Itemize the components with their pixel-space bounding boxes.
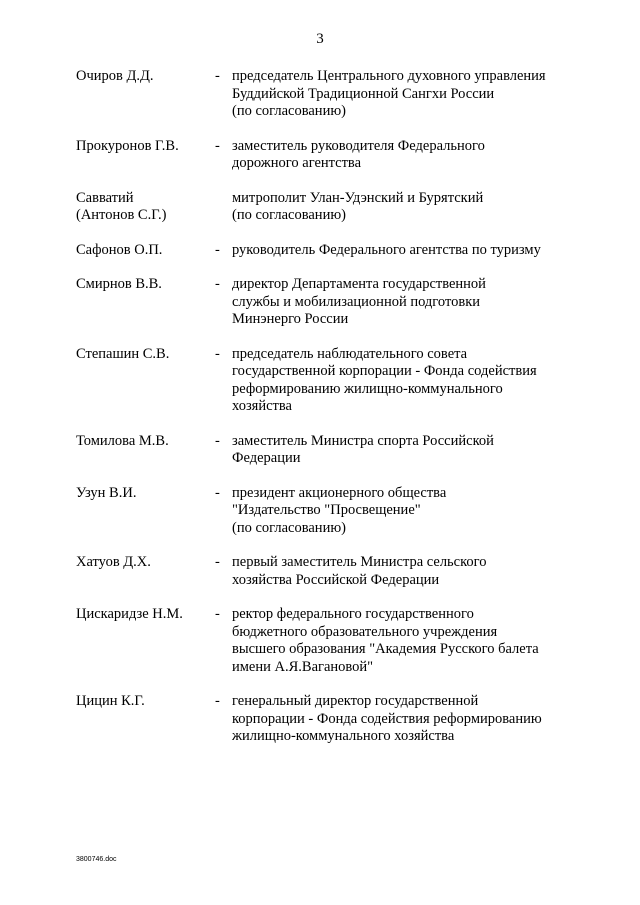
member-position: первый заместитель Министра сельского хозяйства Российской Федерации bbox=[232, 554, 487, 588]
page-number: 3 bbox=[316, 31, 324, 47]
member-entry bbox=[76, 138, 576, 173]
document-code: 3800746.doc bbox=[76, 856, 117, 863]
member-dash: - bbox=[215, 241, 220, 258]
member-name: Очиров Д.Д. bbox=[76, 68, 154, 84]
member-name: Цискаридзе Н.М. bbox=[76, 606, 183, 622]
member-dash: - bbox=[215, 345, 220, 362]
member-entry bbox=[76, 693, 576, 746]
member-position: генеральный директор государственной корпорации - Фонда содействия реформированию жилищно-коммунального хозяйства bbox=[232, 693, 542, 744]
member-entry bbox=[76, 554, 576, 589]
member-position: руководитель Федерального агентства по туризму bbox=[232, 241, 541, 258]
member-entry bbox=[76, 433, 576, 468]
member-name: Томилова М.В. bbox=[76, 432, 169, 449]
member-position: президент акционерного общества "Издательство "Просвещение" (по согласованию) bbox=[232, 484, 447, 536]
member-position: ректор федерального государственного бюджетного образовательного учреждения высшего образования "Академия Русского балета имени А.Я.Вагановой" bbox=[232, 606, 539, 675]
member-dash: - bbox=[215, 276, 220, 292]
member-position: заместитель руководителя Федерального дорожного агентства bbox=[232, 137, 485, 171]
member-entry bbox=[76, 485, 576, 538]
member-dash: - bbox=[215, 68, 220, 84]
member-dash: - bbox=[215, 606, 220, 622]
member-position: митрополит Улан-Удэнский и Бурятский (по согласованию) bbox=[232, 189, 484, 223]
member-position: директор Департамента государственной службы и мобилизационной подготовки Минэнерго России bbox=[232, 276, 486, 327]
member-position: председатель наблюдательного совета государственной корпорации - Фонда содействия реформированию жилищно-коммунального хозяйства bbox=[232, 345, 537, 414]
member-name: Степашин С.В. bbox=[76, 345, 170, 362]
member-entry bbox=[76, 190, 576, 225]
member-name: Хатуов Д.Х. bbox=[76, 554, 151, 570]
member-dash: - bbox=[215, 693, 220, 709]
member-entry bbox=[76, 242, 576, 260]
member-dash: - bbox=[215, 554, 220, 570]
member-position: заместитель Министра спорта Российской Федерации bbox=[232, 432, 494, 466]
member-dash: - bbox=[215, 484, 220, 501]
member-name: Прокуронов Г.В. bbox=[76, 137, 179, 154]
member-name: Узун В.И. bbox=[76, 484, 137, 501]
member-name: Сафонов О.П. bbox=[76, 241, 163, 258]
member-dash: - bbox=[215, 432, 220, 449]
member-dash: - bbox=[215, 137, 220, 154]
member-name: Смирнов В.В. bbox=[76, 276, 162, 292]
member-name: Цицин К.Г. bbox=[76, 693, 145, 709]
member-entry bbox=[76, 276, 576, 329]
member-entry bbox=[76, 606, 576, 676]
member-entry bbox=[76, 68, 576, 121]
member-position: председатель Центрального духовного управления Буддийской Традиционной Сангхи России (по согласованию) bbox=[232, 68, 546, 119]
member-list bbox=[76, 68, 576, 746]
member-name: Савватий (Антонов С.Г.) bbox=[76, 189, 167, 223]
member-entry bbox=[76, 346, 576, 416]
